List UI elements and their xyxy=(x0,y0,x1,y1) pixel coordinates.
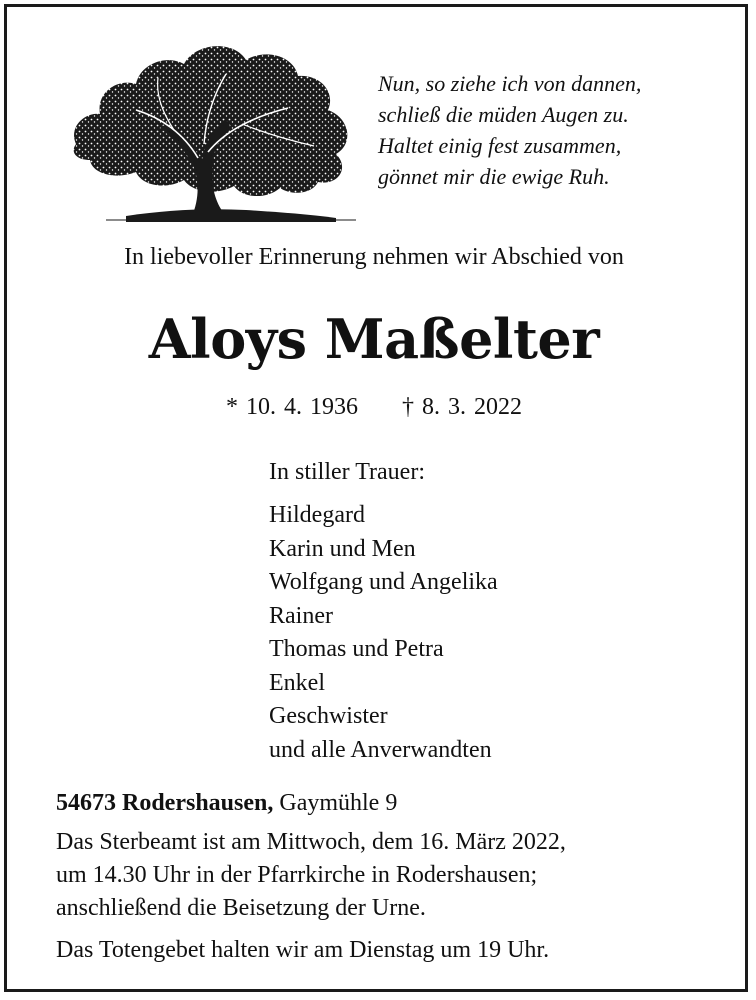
poem-line: Nun, so ziehe ich von dannen, xyxy=(378,71,642,96)
deceased-name: Aloys Maßelter xyxy=(148,307,600,371)
poem-line: Haltet einig fest zusammen, xyxy=(378,133,622,158)
tree-icon xyxy=(66,34,356,222)
mourner-name: Thomas und Petra xyxy=(269,636,444,662)
mourner-name: Wolfgang und Angelika xyxy=(269,569,498,595)
service-details xyxy=(56,826,716,925)
birth-date: * 10. 4. 1936 xyxy=(226,394,358,420)
mourner-name: und alle Anverwandten xyxy=(269,736,492,763)
mourner-name: Geschwister xyxy=(269,703,388,729)
poem xyxy=(378,68,718,192)
death-date: † 8. 3. 2022 xyxy=(402,394,522,420)
prayer-note: Das Totengebet halten wir am Dienstag um 19 Uhr. xyxy=(56,937,550,963)
mourner-name: Karin und Men xyxy=(269,535,416,562)
mourners-list xyxy=(269,455,498,767)
address-street: Gaymühle 9 xyxy=(279,790,398,816)
mourners-heading: In stiller Trauer: xyxy=(269,459,425,485)
address-place: 54673 Rodershausen, xyxy=(56,790,274,816)
service-line: Das Sterbeamt ist am Mittwoch, dem 16. März 2022, xyxy=(56,829,566,855)
mourner-name: Hildegard xyxy=(269,502,365,528)
life-dates xyxy=(0,394,748,421)
service-line: um 14.30 Uhr in der Pfarrkirche in Rodershausen; xyxy=(56,862,538,888)
address xyxy=(56,790,706,817)
mourner-name: Rainer xyxy=(269,602,333,629)
intro-text: In liebevoller Erinnerung nehmen wir Abschied von xyxy=(124,244,624,270)
mourner-name: Enkel xyxy=(269,669,325,696)
poem-line: schließ die müden Augen zu. xyxy=(378,102,629,127)
service-line: anschließend die Beisetzung der Urne. xyxy=(56,895,426,921)
poem-line: gönnet mir die ewige Ruh. xyxy=(378,164,610,189)
